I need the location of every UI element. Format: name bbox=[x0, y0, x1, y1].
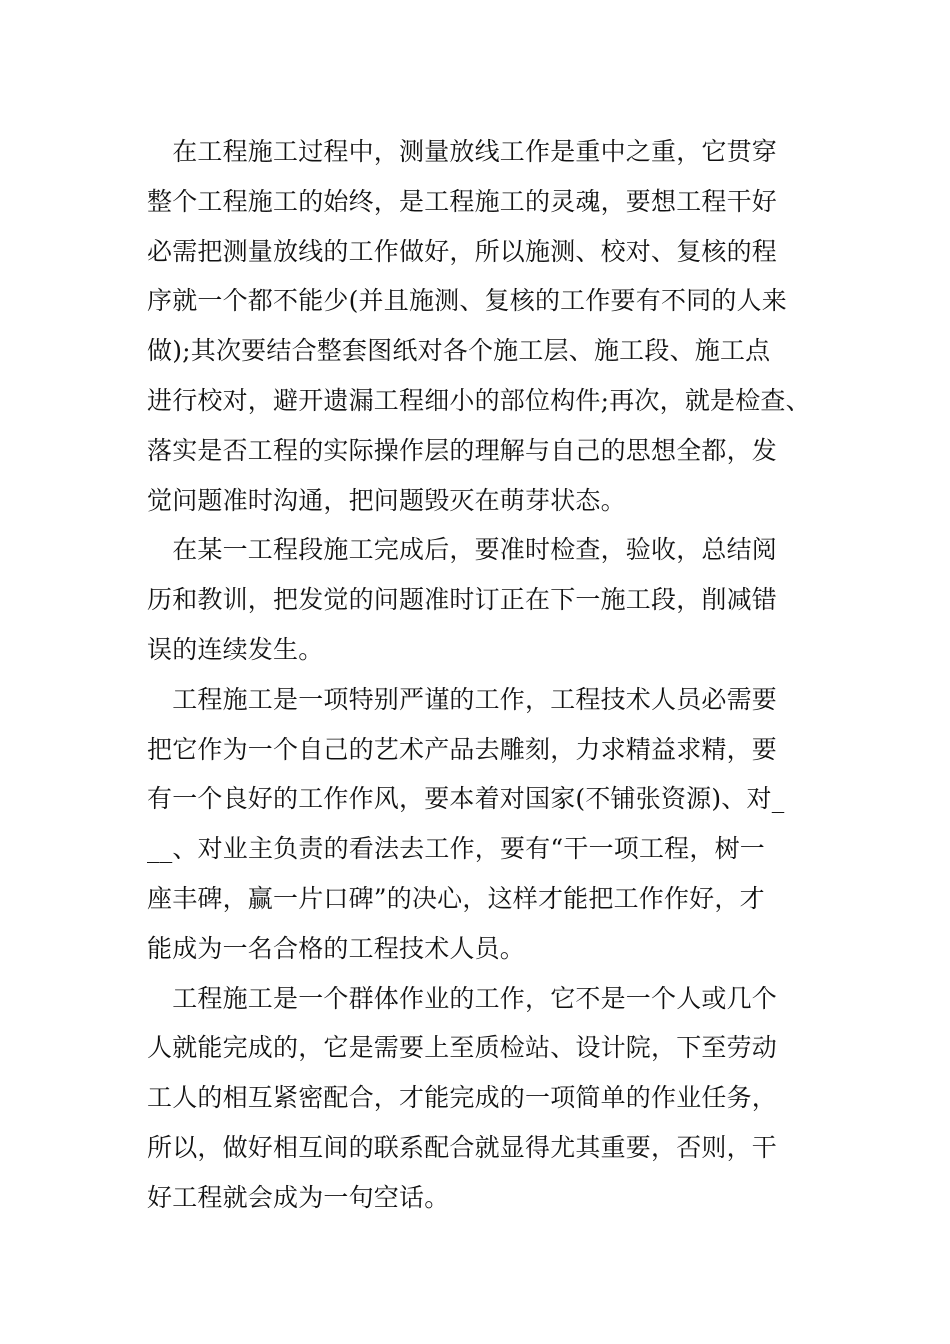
paragraph-line: 序就一个都不能少(并且施测、复核的工作要有不同的人来 bbox=[147, 286, 787, 316]
paragraph-3 bbox=[147, 675, 827, 974]
paragraph-line: 做);其次要结合整套图纸对各个施工层、施工段、施工点 bbox=[147, 336, 771, 366]
paragraph-line: 所以，做好相互间的联系配合就显得尤其重要，否则，干 bbox=[147, 1132, 778, 1162]
paragraph-line: 必需把测量放线的工作做好，所以施测、校对、复核的程 bbox=[147, 236, 778, 266]
paragraph-line: 误的连续发生。 bbox=[147, 634, 324, 664]
paragraph-line: 在某一工程段施工完成后，要准时检查，验收，总结阅 bbox=[147, 535, 778, 565]
paragraph-line: 历和教训，把发觉的问题准时订正在下一施工段，削减错 bbox=[147, 585, 778, 615]
document-body bbox=[147, 127, 827, 1223]
paragraph-line: 好工程就会成为一句空话。 bbox=[147, 1182, 450, 1212]
paragraph-line: __、对业主负责的看法去工作，要有“干一项工程，树一 bbox=[147, 834, 765, 864]
paragraph-line: 进行校对，避开遗漏工程细小的部位构件;再次，就是检查、 bbox=[147, 385, 811, 415]
paragraph-line: 工程施工是一项特别严谨的工作，工程技术人员必需要 bbox=[147, 684, 778, 714]
paragraph-line: 整个工程施工的始终，是工程施工的灵魂，要想工程干好 bbox=[147, 186, 778, 216]
paragraph-line: 能成为一名合格的工程技术人员。 bbox=[147, 933, 526, 963]
paragraph-1 bbox=[147, 127, 827, 525]
paragraph-line: 有一个良好的工作作风，要本着对国家(不铺张资源)、对_ bbox=[147, 784, 785, 814]
paragraph-line: 工程施工是一个群体作业的工作，它不是一个人或几个 bbox=[147, 983, 778, 1013]
paragraph-line: 工人的相互紧密配合，才能完成的一项简单的作业任务， bbox=[147, 1083, 778, 1113]
paragraph-line: 觉问题准时沟通，把问题毁灭在萌芽状态。 bbox=[147, 485, 626, 515]
paragraph-4 bbox=[147, 974, 827, 1223]
paragraph-2 bbox=[147, 525, 827, 674]
paragraph-line: 把它作为一个自己的艺术产品去雕刻，力求精益求精，要 bbox=[147, 734, 778, 764]
paragraph-line: 座丰碑，赢一片口碑”的决心，这样才能把工作作好，才 bbox=[147, 883, 765, 913]
paragraph-line: 在工程施工过程中，测量放线工作是重中之重，它贯穿 bbox=[147, 137, 778, 166]
paragraph-line: 落实是否工程的实际操作层的理解与自己的思想全都，发 bbox=[147, 435, 778, 465]
paragraph-line: 人就能完成的，它是需要上至质检站、设计院，下至劳动 bbox=[147, 1033, 778, 1063]
